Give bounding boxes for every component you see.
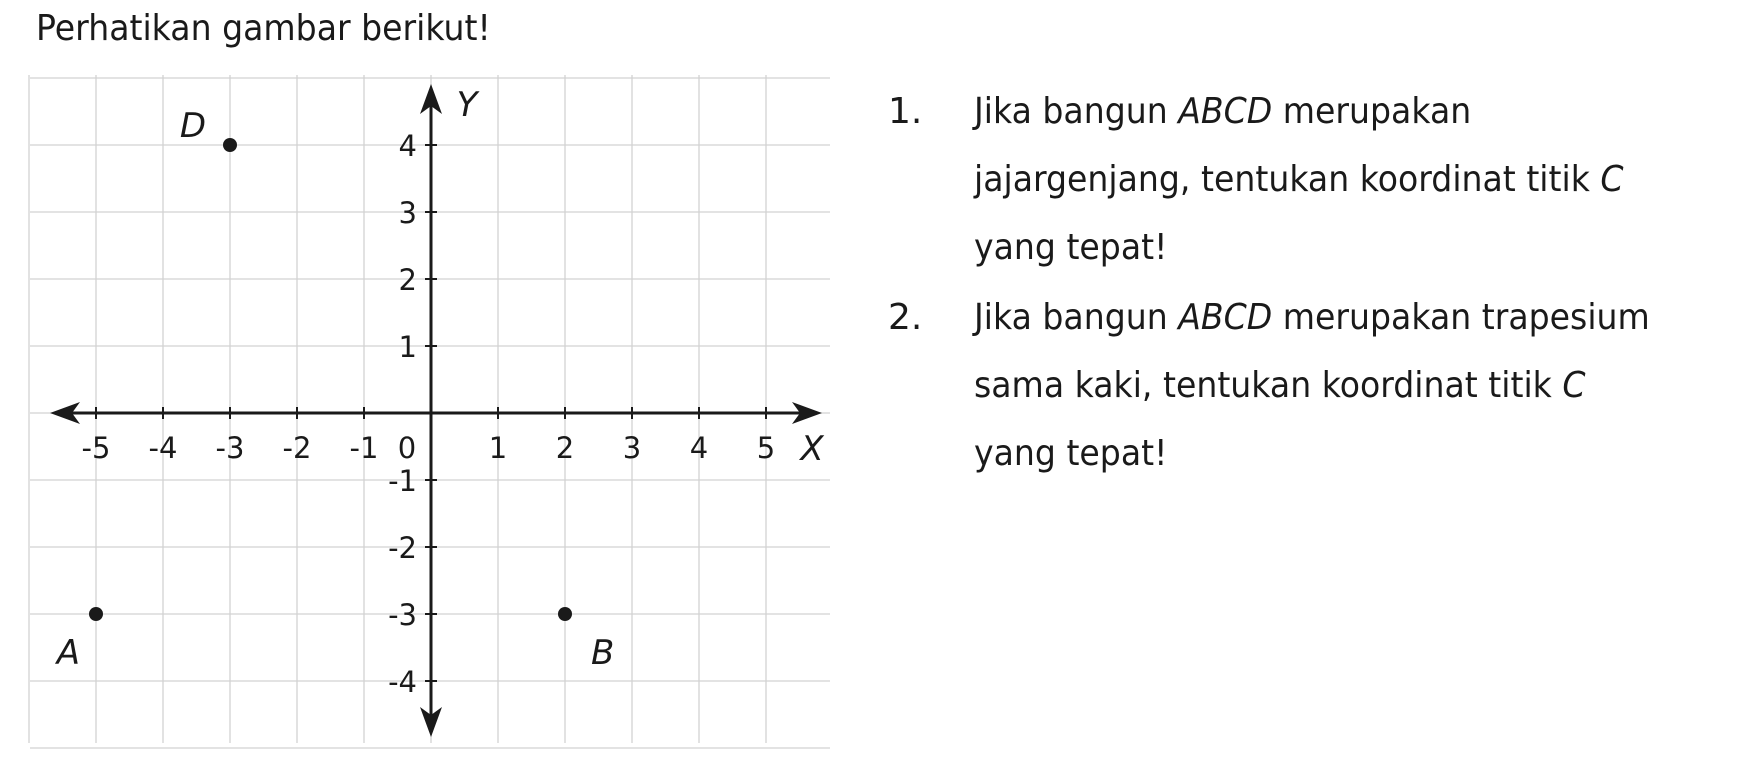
y-axis-label: Y — [456, 85, 478, 125]
question-line — [974, 78, 1668, 146]
y-tick-label: -2 — [388, 531, 417, 565]
math-variable: ABCD — [1178, 91, 1273, 132]
question-line — [974, 146, 1668, 214]
question-text — [974, 78, 1728, 282]
x-tick-label: -2 — [282, 431, 312, 465]
text-segment: sama kaki, tentukan koordinat titik — [974, 365, 1563, 406]
math-variable: ABCD — [1178, 297, 1273, 338]
text-segment: jajargenjang, tentukan koordinat titik — [974, 159, 1601, 200]
x-tick-label: -3 — [215, 431, 245, 465]
y-tick-label: 3 — [398, 196, 417, 230]
y-tick-label: 2 — [398, 263, 417, 297]
x-tick-label: 1 — [488, 431, 508, 465]
question-item — [888, 284, 1728, 488]
points — [55, 106, 615, 673]
question-line — [974, 214, 1668, 282]
question-line — [974, 352, 1668, 420]
question-line — [974, 420, 1668, 488]
text-segment: Jika bangun — [974, 91, 1179, 132]
x-tick-label: -1 — [349, 431, 379, 465]
question-number: 1. — [888, 91, 923, 132]
x-tick-label: 0 — [397, 431, 417, 465]
point-d-dot — [223, 138, 237, 152]
x-tick-label: 2 — [555, 431, 575, 465]
text-segment: Jika bangun — [974, 297, 1179, 338]
math-variable: C — [1600, 159, 1624, 200]
y-tick-label: -1 — [388, 464, 417, 498]
math-variable: C — [1562, 365, 1586, 406]
point-b-label: B — [591, 633, 615, 673]
text-segment: yang tepat! — [974, 433, 1168, 474]
x-axis-label: X — [800, 429, 824, 469]
axes — [50, 84, 824, 737]
question-item — [888, 78, 1728, 282]
question-number: 2. — [888, 297, 923, 338]
point-b-dot — [558, 607, 572, 621]
x-tick-label: 3 — [622, 431, 642, 465]
y-tick-label: 1 — [398, 330, 417, 364]
coordinate-plane — [0, 0, 830, 762]
text-segment: merupakan — [1272, 91, 1472, 132]
y-tick-label: 4 — [398, 129, 417, 163]
point-a-label: A — [56, 633, 80, 673]
x-tick-label: -4 — [148, 431, 178, 465]
x-tick-label: 5 — [756, 431, 776, 465]
intro-text: Perhatikan gambar berikut! — [36, 8, 491, 49]
y-tick-label: -3 — [388, 598, 417, 632]
y-tick-label: -4 — [388, 665, 417, 699]
question-list — [888, 78, 1728, 490]
point-d-label: D — [179, 106, 206, 146]
x-tick-label: -5 — [81, 431, 111, 465]
question-text — [974, 284, 1728, 488]
text-segment: yang tepat! — [974, 227, 1168, 268]
point-a-dot — [89, 607, 103, 621]
question-line — [974, 284, 1668, 352]
x-tick-label: 4 — [689, 431, 709, 465]
text-segment: merupakan trapesium — [1272, 297, 1650, 338]
